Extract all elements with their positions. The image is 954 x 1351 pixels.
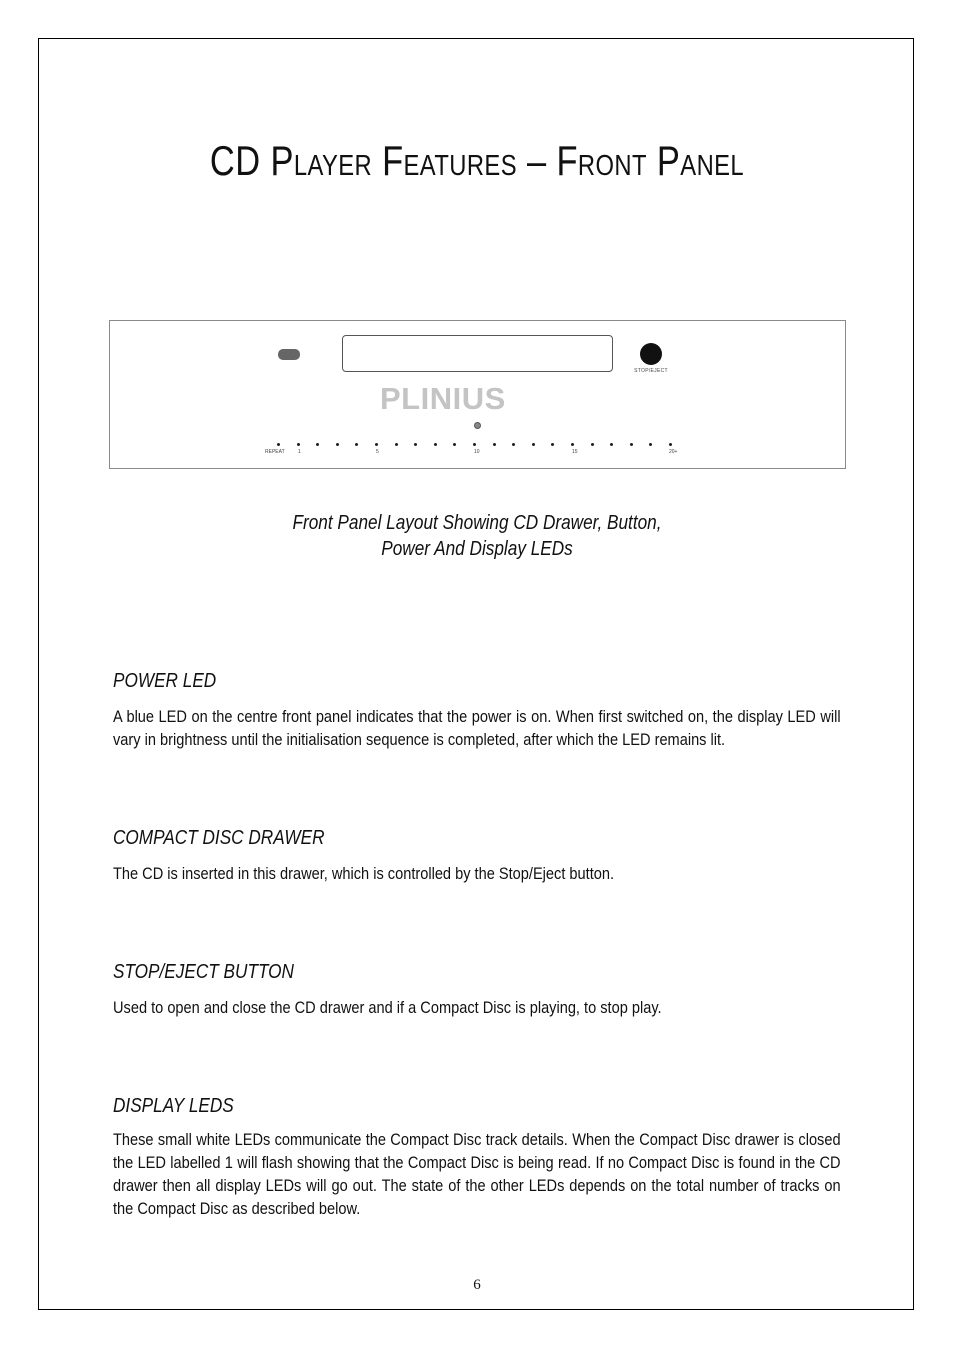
display-led bbox=[297, 443, 300, 446]
section-heading-power-led: POWER LED bbox=[113, 670, 217, 692]
led-label-1: 1 bbox=[298, 449, 301, 455]
led-label-20-plus: 20+ bbox=[669, 449, 678, 455]
led-label-15: 15 bbox=[572, 449, 578, 455]
display-led bbox=[591, 443, 594, 446]
display-led bbox=[630, 443, 633, 446]
section-heading-cd-drawer: COMPACT DISC DRAWER bbox=[113, 827, 325, 849]
led-label-5: 5 bbox=[376, 449, 379, 455]
display-led bbox=[571, 443, 574, 446]
brand-logo: PLINIUS bbox=[380, 381, 506, 416]
display-led bbox=[551, 443, 554, 446]
display-led bbox=[434, 443, 437, 446]
caption-line-2: Power And Display LEDs bbox=[381, 538, 573, 560]
page-number: 6 bbox=[473, 1277, 481, 1293]
display-led bbox=[375, 443, 378, 446]
display-led bbox=[649, 443, 652, 446]
display-led bbox=[395, 443, 398, 446]
led-labels bbox=[265, 449, 685, 457]
display-led bbox=[532, 443, 535, 446]
display-led bbox=[669, 443, 672, 446]
front-panel-illustration bbox=[109, 320, 846, 469]
power-led bbox=[474, 422, 481, 429]
display-led bbox=[316, 443, 319, 446]
section-heading-stop-eject: STOP/EJECT BUTTON bbox=[113, 961, 294, 983]
section-body-display-leds: These small white LEDs communicate the Compact Disc track details. When the Compact Disc drawer is closed the LED labelled 1 will flash showing that the Compact Disc is being read. If no Compact Disc is found in the CD drawer then all display LEDs will go out. The state of the other LEDs depends on the total number of tracks on the Compact Disc as described below. bbox=[113, 1130, 841, 1218]
caption-line-1: Front Panel Layout Showing CD Drawer, Button, bbox=[292, 512, 662, 534]
display-led-row bbox=[277, 443, 687, 447]
display-led bbox=[336, 443, 339, 446]
section-body-cd-drawer: The CD is inserted in this drawer, which is controlled by the Stop/Eject button. bbox=[113, 864, 615, 883]
display-led bbox=[414, 443, 417, 446]
display-led bbox=[453, 443, 456, 446]
stop-eject-button bbox=[640, 343, 662, 365]
led-label-repeat: REPEAT bbox=[265, 449, 285, 455]
cd-drawer bbox=[342, 335, 613, 372]
display-led bbox=[512, 443, 515, 446]
power-indicator-slot bbox=[278, 349, 300, 360]
display-led bbox=[493, 443, 496, 446]
led-label-10: 10 bbox=[474, 449, 480, 455]
figure-caption bbox=[67, 510, 887, 562]
section-body-stop-eject: Used to open and close the CD drawer and if a Compact Disc is playing, to stop play. bbox=[113, 998, 662, 1017]
display-led bbox=[473, 443, 476, 446]
display-led bbox=[610, 443, 613, 446]
display-led bbox=[277, 443, 280, 446]
section-heading-display-leds: DISPLAY LEDS bbox=[113, 1095, 234, 1117]
page-title: CD Player Features – Front Panel bbox=[209, 137, 745, 184]
display-led bbox=[355, 443, 358, 446]
section-body-power-led: A blue LED on the centre front panel indicates that the power is on. When first switched on, the display LED will vary in brightness until the initialisation sequence is completed, after which the LED remains lit. bbox=[113, 707, 841, 749]
stop-eject-label: STOP/EJECT bbox=[634, 368, 668, 374]
